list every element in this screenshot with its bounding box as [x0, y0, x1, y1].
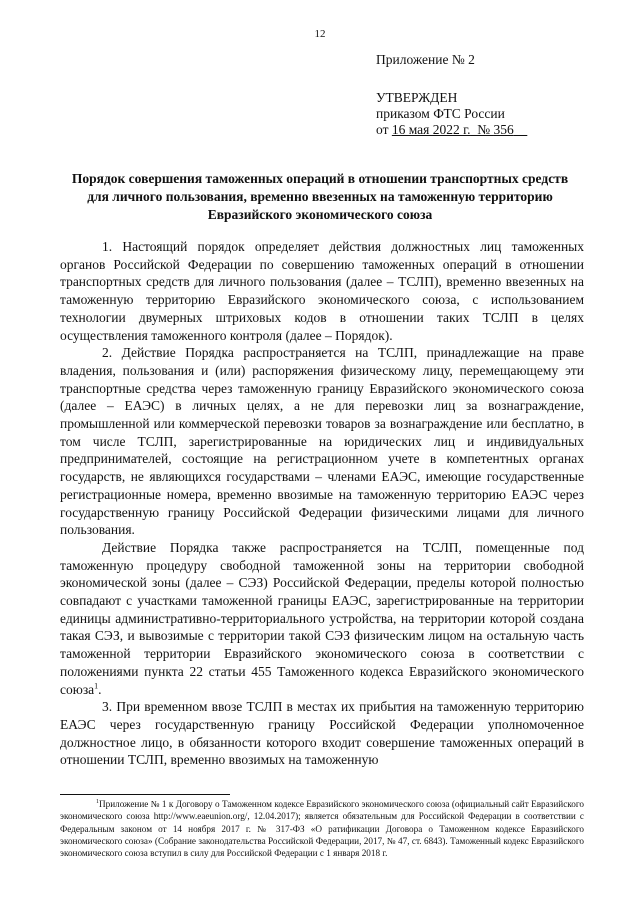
order-date: 16 мая 2022 г. — [391, 122, 471, 137]
paragraph-3 — [60, 539, 584, 698]
page-number: 12 — [314, 28, 326, 40]
footnote — [60, 798, 584, 859]
footnote-ref: 1 — [94, 681, 99, 691]
order-number: 356 — [493, 122, 514, 137]
paragraph-3-text: Действие Порядка также распространяется на ТСЛП, помещенные под таможенную процедуру свободной таможенной зоны на территории свободной экономической зоны (далее – СЭЗ) Российской Федерации, пределы которой полностью совпадают с участками таможенной границы ЕАЭС, зарегистрированные на территории единицы административно-территориального устройства, на территории которой создана такая СЭЗ, и вывозимые с территории такой СЭЗ физическим лицом на остальную часть таможенной территории Евразийского экономического союза в соответствии с положениями пункта 22 статьи 455 Таможенного кодекса Евразийского экономического союза — [60, 539, 584, 697]
footnote-separator — [60, 794, 230, 795]
footnote-text: Приложение № 1 к Договору о Таможенном кодексе Евразийского экономического союза (официальный сайт Евразийского экономического союза http://www.eaeunion.org/, 12.04.2017); является обязательным для Российской Федерации в соответствии с Федеральным законом от 14 ноября 2017 г. № 317-ФЗ «О ратификации Договора о Таможенном кодексе Евразийского экономического союза» (Собрание законодательства Российской Федерации, 2017, № 47, ст. 6843). Таможенный кодекс Евразийского экономического союза вступил в силу для Российской Федерации с 1 января 2018 г. — [60, 799, 584, 859]
order-label: приказом ФТС России — [376, 106, 505, 121]
appendix-label: Приложение № 2 — [376, 52, 475, 67]
paragraph-1: 1. Настоящий порядок определяет действия должностных лиц таможенных органов Российской Федерации по совершению таможенных операций в отношении транспортных средств для личного пользования (далее – ТСЛП), временно ввезенных на таможенную территорию Евразийского экономического союза, с использованием технологии двумерных штриховых кодов в отношении таких ТСЛП в целях осуществления таможенного контроля (далее – Порядок). — [60, 239, 584, 343]
document-body — [60, 238, 584, 769]
approved-label: УТВЕРЖДЕН — [376, 90, 458, 105]
footnote-marker: 1 — [96, 798, 99, 805]
paragraph-2: 2. Действие Порядка распространяется на ТСЛП, принадлежащие на праве владения, пользования и (или) распоряжения физическому лицу, перемещающему эти транспортные средства через таможенную границу Евразийского экономического союза (далее – ЕАЭС) в личных целях, а не для перевозки лиц за вознаграждение, промышленной или коммерческой перевозки товаров за вознаграждение или бесплатно, в том числе ТСЛП, зарегистрированные на юридических лиц и индивидуальных предпринимателей, состоящие на регистрационном учете в компетентных органах государств, не являющихся государствами – членами ЕАЭС, имеющие государственные регистрационные номера, временно ввозимые на таможенную территорию ЕАЭС через государственную границу Российской Федерации физическими лицами для личного пользования. — [60, 345, 584, 538]
document-title: Порядок совершения таможенных операций в отношении транспортных средств для личного пользования, временно ввезенных на таможенную территорию Евразийского экономического союза — [71, 171, 569, 222]
order-date-line — [376, 122, 527, 138]
date-prefix: от — [376, 122, 392, 137]
number-prefix: № — [470, 122, 494, 137]
paragraph-3-end: . — [98, 681, 102, 697]
approval-block — [376, 90, 527, 138]
paragraph-4: 3. При временном ввозе ТСЛП в местах их прибытия на таможенную территорию ЕАЭС через государственную границу Российской Федерации уполномоченное должностное лицо, в обязанности которого входит совершение таможенных операций в отношении ТСЛП, временно ввозимых на таможенную — [60, 699, 584, 768]
